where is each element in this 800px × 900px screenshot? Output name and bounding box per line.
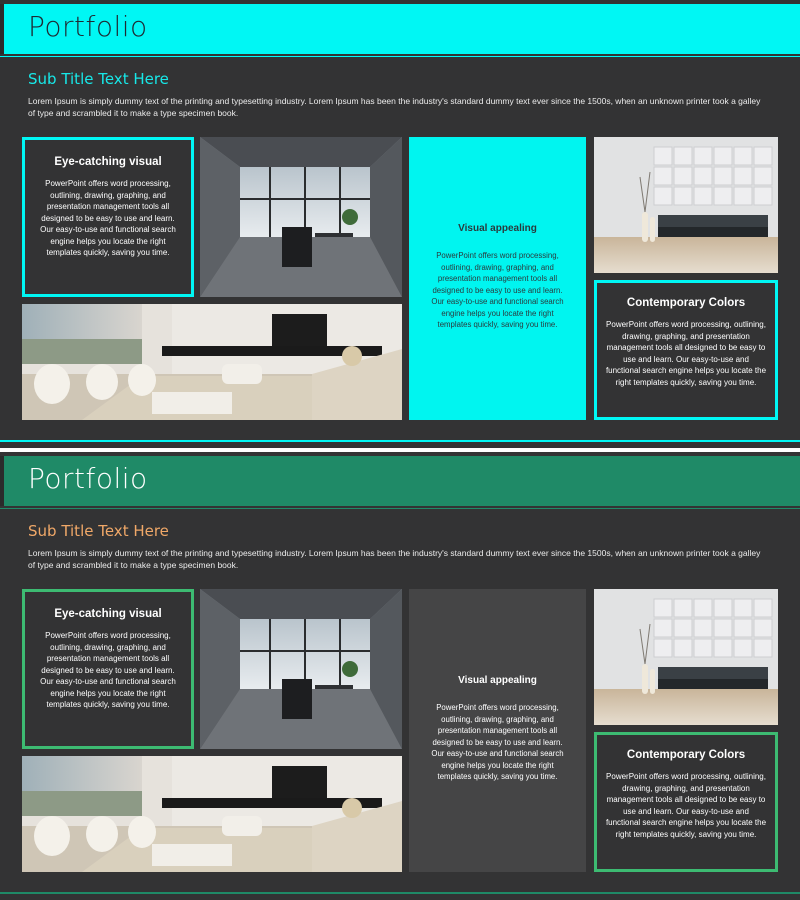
- card-visual-appealing: [409, 589, 586, 872]
- card-body: PowerPoint offers word processing, outlining, drawing, graphing, and presentation management tools all designed to be easy to use and learn. Our easy-to-use and functional search engine helps you locate the right templates quickly, saving you time.: [431, 703, 564, 781]
- subtitle: Sub Title Text Here: [28, 522, 169, 540]
- card-heading: Contemporary Colors: [626, 297, 746, 309]
- card-heading: Contemporary Colors: [626, 749, 746, 761]
- card-body: PowerPoint offers word processing, outlining, drawing, graphing, and presentation management tools all designed to be easy to use and learn. Our easy-to-use and functional search engine helps you locate the right templates quickly, saving you time.: [605, 772, 767, 839]
- sofa-photo: [594, 137, 778, 273]
- card-contemporary-colors: [594, 732, 778, 872]
- card-heading: Eye-catching visual: [54, 156, 162, 168]
- card-body: PowerPoint offers word processing, outlining, drawing, graphing, and presentation management tools all designed to be easy to use and learn. Our easy-to-use and functional search engine helps you locate the right templates quickly, saving you time.: [605, 320, 767, 387]
- card-heading: Eye-catching visual: [54, 608, 162, 620]
- title-rule: [0, 508, 800, 509]
- card-body: PowerPoint offers word processing, outlining, drawing, graphing, and presentation management tools all designed to be easy to use and learn. Our easy-to-use and functional search engine helps you locate the right templates quickly, saving you time.: [40, 179, 176, 257]
- slide-cyan: [0, 0, 800, 448]
- living-room-photo: [22, 756, 402, 872]
- page-title: Portfolio: [28, 10, 148, 43]
- card-heading: Visual appealing: [458, 223, 537, 234]
- card-body: PowerPoint offers word processing, outlining, drawing, graphing, and presentation management tools all designed to be easy to use and learn. Our easy-to-use and functional search engine helps you locate the right templates quickly, saving you time.: [40, 631, 176, 709]
- bottom-rule: [0, 440, 800, 442]
- card-eye-catching: [22, 137, 194, 297]
- subtitle: Sub Title Text Here: [28, 70, 169, 88]
- title-rule: [0, 56, 800, 57]
- office-interior-photo: [200, 137, 402, 297]
- card-eye-catching: [22, 589, 194, 749]
- bottom-rule: [0, 892, 800, 894]
- page-title: Portfolio: [28, 462, 148, 495]
- title-bar-edge: [0, 4, 4, 54]
- card-contemporary-colors: [594, 280, 778, 420]
- card-heading: Visual appealing: [458, 675, 537, 686]
- description: Lorem Ipsum is simply dummy text of the printing and typesetting industry. Lorem Ipsum has been the industry's standard dummy text ever since the 1500s, when an unknown printer took a galley of type and scrambled it to make a type specimen book.: [28, 548, 761, 570]
- living-room-photo: [22, 304, 402, 420]
- description: Lorem Ipsum is simply dummy text of the printing and typesetting industry. Lorem Ipsum has been the industry's standard dummy text ever since the 1500s, when an unknown printer took a galley of type and scrambled it to make a type specimen book.: [28, 96, 761, 118]
- office-interior-photo: [200, 589, 402, 749]
- card-visual-appealing: [409, 137, 586, 420]
- title-bar-edge: [0, 456, 4, 506]
- slide-green: [0, 452, 800, 900]
- card-body: PowerPoint offers word processing, outlining, drawing, graphing, and presentation management tools all designed to be easy to use and learn. Our easy-to-use and functional search engine helps you locate the right templates quickly, saving you time.: [431, 251, 564, 329]
- sofa-photo: [594, 589, 778, 725]
